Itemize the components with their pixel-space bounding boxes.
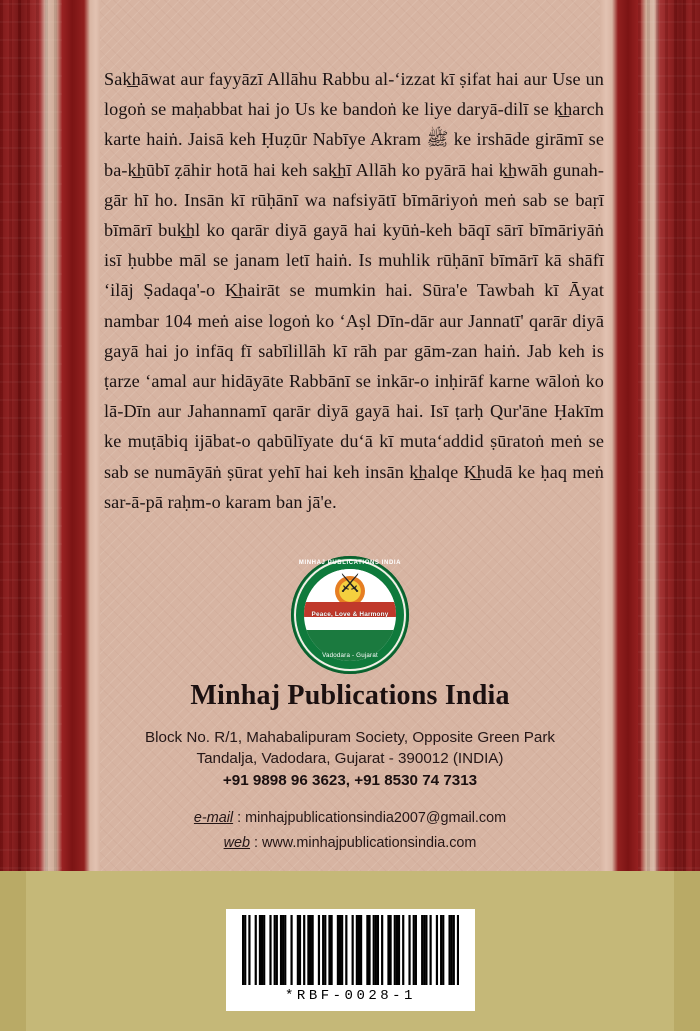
barcode-text: *RBF-0028-1 [285, 988, 416, 1004]
web-separator: : [250, 835, 263, 851]
publisher-name: Minhaj Publications India [190, 680, 510, 711]
web-value[interactable]: www.minhajpublicationsindia.com [262, 835, 477, 851]
publisher-logo [291, 556, 409, 674]
bottom-band-right-edge [674, 871, 700, 1031]
publisher-contact [0, 806, 700, 856]
back-cover-blurb [100, 64, 608, 517]
email-row [0, 806, 700, 831]
logo-city: Vadodara - Gujarat [322, 652, 378, 659]
barcode [226, 909, 475, 1011]
web-row [0, 831, 700, 856]
publisher-logo-wrap [0, 556, 700, 674]
crossed-swords-icon: ⚔ [338, 569, 362, 598]
address-line-2: Tandalja, Vadodara, Gujarat - 390012 (INDIA) [196, 750, 504, 767]
logo-motto: Peace, Love & Harmony [311, 611, 389, 619]
publisher-address [0, 727, 700, 769]
bottom-band-left-edge [0, 871, 26, 1031]
publisher-phones: +91 9898 96 3623, +91 8530 74 7313 [222, 772, 478, 789]
barcode-bars [242, 915, 459, 985]
blurb-paragraph: Sak͟hāwat aur fayyāzī Allāhu Rabbu al-‘izzat kī ṣifat hai aur Use un logoṅ se maḥabbat hai jo Us ke bandoṅ ke liye daryā-dilī se k͟harch karte haiṅ. Jaisā keh Ḥuẓūr Nabīye Akram ﷺ ke irshāde girāmī se ba-k͟hūbī ẓāhir hotā hai keh sak͟hī Allāh ko pyārā hai k͟hwāh gunah-gār hī ho. Insān kī rūḥānī wa nafsiyātī bīmāriyoṅ meṅ sab se baṛī bīmārī buk͟hl ko qarār diyā gayā hai kyūṅ-keh bāqī sārī bīmāriyāṅ isī ḥubbe māl se janam letī haiṅ. Is muhlik rūḥānī bīmārī kā shāfī ‘ilāj Ṣadaqa'-o K͟hairāt se mumkin hai. Sūra'e Tawbah kī Āyat nambar 104 meṅ aise logoṅ ko ‘Aṣl Dīn-dār aur Jannatī' qarār diyā gayā hai jo infāq fī sabīlillāh kī rāh par gām-zan haiṅ. Jab keh is ṭarze ‘amal aur hidāyāte Rabbānī se inkār-o inḥirāf karne wāloṅ ko lā-Dīn aur Jahannamī qarār diyā gayā hai. Isī ṭarḥ Qur'āne Ḥakīm ke muṭābiq ijābat-o qabūlīyate du‘ā kī muta‘addid ṣūratoṅ meṅ se sab se numāyāṅ ṣūrat yehī hai keh insān k͟halqe K͟hudā ke ḥaq meṅ sar-ā-pā raḥm-o karam ban jā'e. [104, 69, 604, 512]
web-label: web [223, 835, 251, 851]
email-value[interactable]: minhajpublicationsindia2007@gmail.com [245, 810, 507, 826]
logo-arc-top-text: MINHAJ PUBLICATIONS INDIA [298, 560, 402, 566]
email-separator: : [233, 810, 246, 826]
email-label: e-mail [193, 810, 234, 826]
address-line-1: Block No. R/1, Mahabalipuram Society, Opposite Green Park [145, 729, 555, 746]
